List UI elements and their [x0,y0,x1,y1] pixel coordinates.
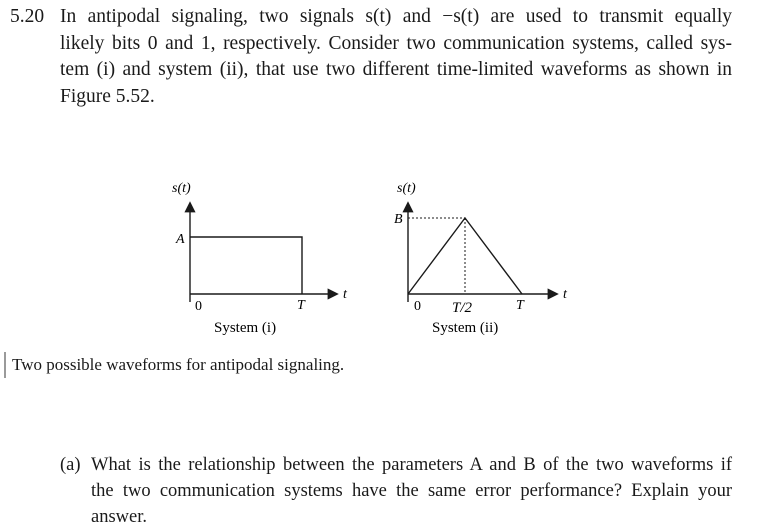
part-a-line-1: What is the relationship between the parameters A and B of the two waveforms if [91,455,732,475]
system-i-ylabel: s(t) [172,181,191,196]
system-i-amplitude-label: A [176,232,185,247]
system-i-waveform [190,237,302,294]
system-ii-time-label: t [563,287,567,302]
system-ii-plot [394,181,568,336]
system-ii-amplitude-label: B [394,212,403,227]
system-i-plot [172,181,348,336]
waveform-figure [0,170,771,350]
part-a-label: (a) [60,455,81,475]
system-ii-end-label: T [516,298,524,313]
system-ii-mid-label: T/2 [452,300,473,316]
part-a-line-3: answer. [91,507,147,527]
system-ii-ylabel: s(t) [397,181,416,196]
problem-line-4: Figure 5.52. [60,85,155,107]
system-i-origin-label: 0 [195,299,202,314]
part-a [60,452,732,530]
problem-line-1: In antipodal signaling, two signals s(t) and −s(t) are used to transmit equally [60,6,732,27]
system-i-end-label: T [297,298,305,313]
problem-line-2: likely bits 0 and 1, respectively. Consider two communication systems, called sys- [60,32,732,54]
waveform-diagram [0,170,771,350]
system-i-caption: System (i) [214,320,277,336]
system-ii-caption: System (ii) [432,320,499,336]
figure-caption: Two possible waveforms for antipodal signaling. [4,352,344,378]
part-a-line-2: the two communication systems have the same error performance? Explain your [91,481,732,501]
problem-statement [10,4,732,110]
problem-number: 5.20 [10,6,45,27]
problem-line-3: tem (i) and system (ii), that use two different time-limited waveforms as shown in [60,59,732,80]
system-i-time-label: t [343,287,347,302]
system-ii-origin-label: 0 [414,299,421,314]
